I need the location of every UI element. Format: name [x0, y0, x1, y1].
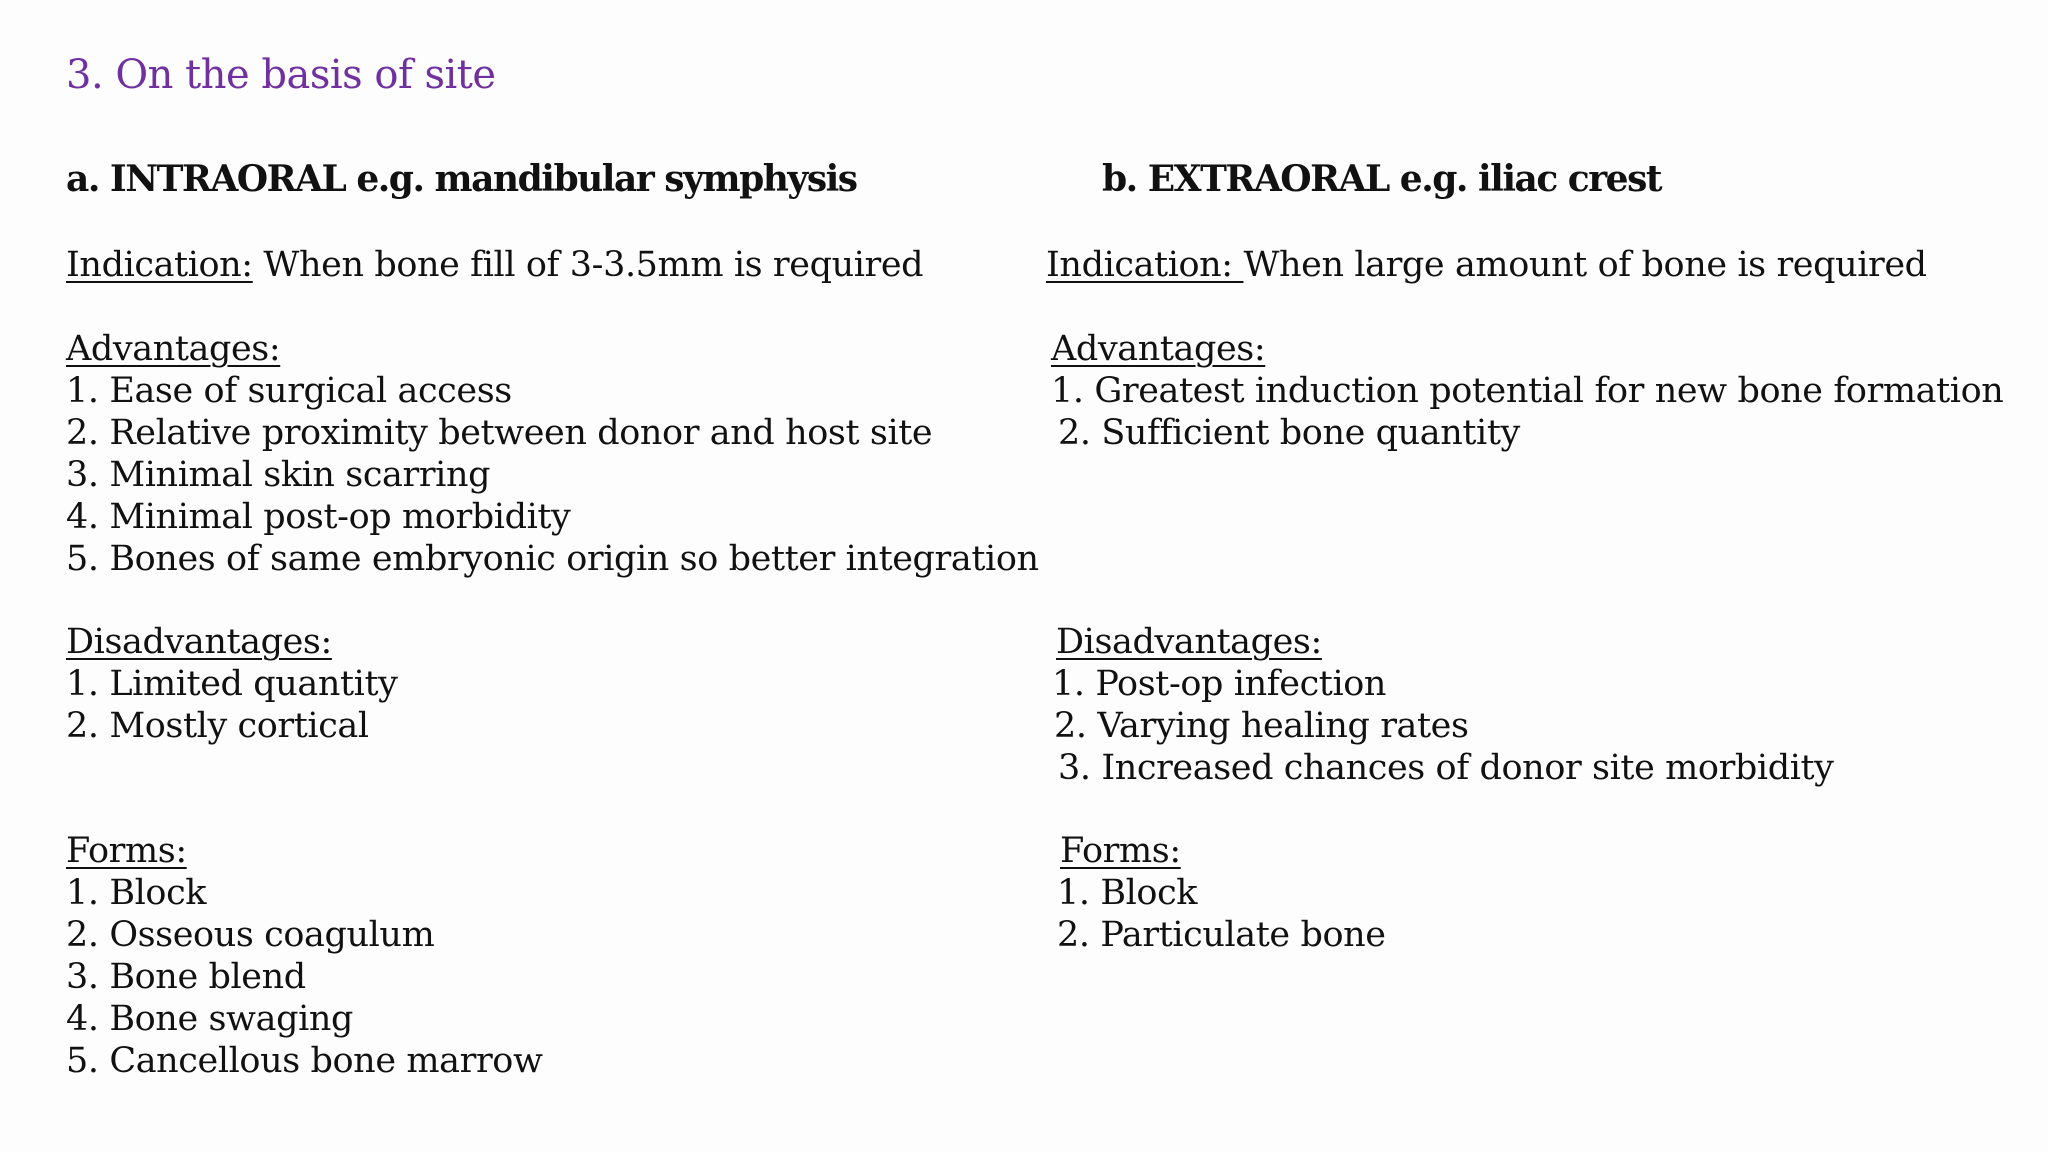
intraoral-indication-text: When bone fill of 3-3.5mm is required	[252, 245, 924, 285]
intraoral-form-item: 5. Cancellous bone marrow	[66, 1041, 543, 1081]
intraoral-heading: a. INTRAORAL e.g. mandibular symphysis	[66, 158, 857, 200]
intraoral-advantages-label: Advantages:	[66, 329, 281, 369]
intraoral-form-item: 4. Bone swaging	[66, 999, 354, 1039]
slide-title: 3. On the basis of site	[66, 52, 496, 98]
extraoral-heading: b. EXTRAORAL e.g. iliac crest	[1102, 158, 1661, 200]
extraoral-advantage-item: 1. Greatest induction potential for new bone formation	[1051, 371, 2004, 411]
extraoral-disadvantage-item: 1. Post-op infection	[1052, 664, 1387, 704]
intraoral-disadvantages-label: Disadvantages:	[66, 622, 332, 662]
extraoral-form-item: 2. Particulate bone	[1057, 915, 1386, 955]
extraoral-forms-label: Forms:	[1060, 831, 1181, 871]
extraoral-disadvantages-label: Disadvantages:	[1056, 622, 1322, 662]
extraoral-advantage-item: 2. Sufficient bone quantity	[1058, 413, 1520, 453]
extraoral-disadvantage-item: 2. Varying healing rates	[1054, 706, 1469, 746]
intraoral-form-item: 2. Osseous coagulum	[66, 915, 435, 955]
intraoral-advantage-item: 3. Minimal skin scarring	[66, 455, 491, 495]
extraoral-indication-label: Indication:	[1046, 245, 1244, 285]
intraoral-indication	[66, 244, 923, 286]
intraoral-form-item: 1. Block	[66, 873, 207, 913]
intraoral-advantage-item: 1. Ease of surgical access	[66, 371, 512, 411]
intraoral-advantage-item: 4. Minimal post-op morbidity	[66, 497, 571, 537]
intraoral-advantage-item: 5. Bones of same embryonic origin so better integration	[66, 539, 1039, 579]
intraoral-form-item: 3. Bone blend	[66, 957, 306, 997]
intraoral-disadvantage-item: 1. Limited quantity	[66, 664, 398, 704]
extraoral-advantages-label: Advantages:	[1051, 329, 1266, 369]
intraoral-advantage-item: 2. Relative proximity between donor and host site	[66, 413, 933, 453]
intraoral-forms-label: Forms:	[66, 831, 187, 871]
intraoral-indication-label: Indication:	[66, 245, 253, 285]
intraoral-disadvantage-item: 2. Mostly cortical	[66, 706, 369, 746]
extraoral-indication	[1046, 244, 1927, 286]
extraoral-disadvantage-item: 3. Increased chances of donor site morbidity	[1058, 748, 1834, 788]
extraoral-form-item: 1. Block	[1057, 873, 1198, 913]
extraoral-indication-text: When large amount of bone is required	[1243, 245, 1927, 285]
